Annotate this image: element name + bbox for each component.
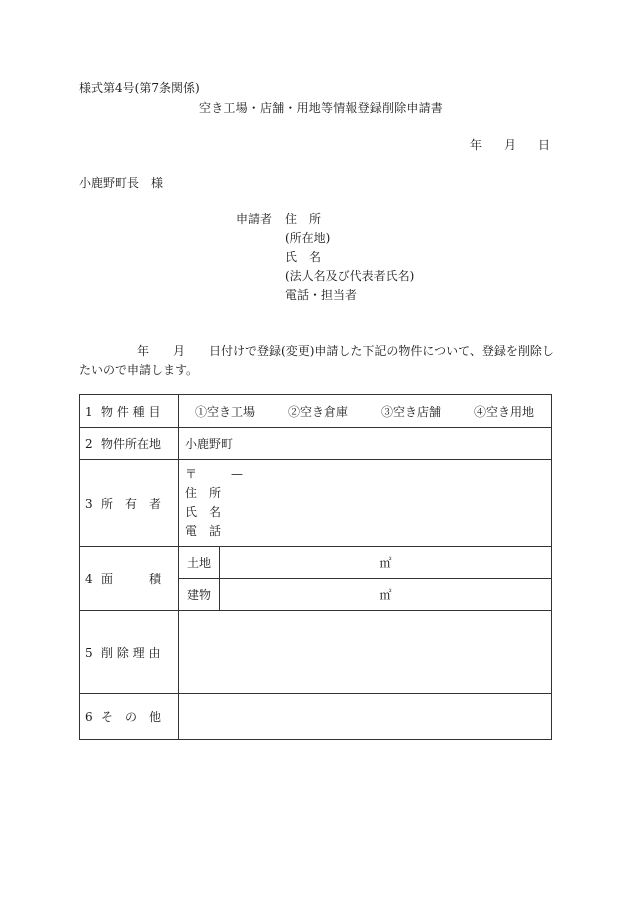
date-year-label: 年 bbox=[470, 138, 483, 152]
row-number: 6 bbox=[85, 710, 93, 724]
applicant-address-label: 住 所 bbox=[285, 212, 322, 226]
postal-dash: — bbox=[231, 467, 244, 481]
row-label-text: 物件所在地 bbox=[101, 437, 162, 451]
owner-value-cell[interactable] bbox=[179, 460, 552, 547]
area-building-label: 建物 bbox=[179, 579, 220, 611]
table-row-type bbox=[80, 395, 552, 428]
form-number: 様式第4号(第7条関係) bbox=[79, 81, 200, 95]
other-value-cell[interactable] bbox=[179, 694, 552, 740]
addressee: 小鹿野町長 様 bbox=[79, 176, 164, 190]
row-label-owner bbox=[80, 460, 179, 547]
area-building-value-cell[interactable] bbox=[220, 579, 552, 611]
area-land-unit: ㎡ bbox=[379, 556, 392, 570]
row-number: 4 bbox=[85, 572, 93, 586]
owner-phone-label: 電 話 bbox=[185, 524, 222, 538]
postal-mark: 〒 bbox=[185, 467, 198, 481]
body-text-line1 bbox=[79, 342, 553, 359]
area-land-label: 土地 bbox=[179, 547, 220, 579]
document-title: 空き工場・店舗・用地等情報登録削除申請書 bbox=[199, 101, 444, 115]
row-label-text: 削 除 理 由 bbox=[101, 645, 161, 660]
row-label-text: 物 件 種 目 bbox=[101, 404, 161, 419]
row-number: 2 bbox=[85, 437, 93, 451]
table-row-area-land bbox=[80, 547, 552, 579]
row-label-text: そ の 他 bbox=[101, 710, 162, 724]
table-row-other bbox=[80, 694, 552, 740]
table-row-owner bbox=[80, 460, 552, 547]
date-month-label: 月 bbox=[504, 138, 517, 152]
date-line bbox=[470, 136, 550, 153]
row-label-other bbox=[80, 694, 179, 740]
option-vacant-warehouse[interactable]: ②空き倉庫 bbox=[287, 404, 348, 419]
row-label-text: 所 有 者 bbox=[101, 496, 162, 511]
table-row-reason bbox=[80, 611, 552, 694]
applicant-corporate-label: (法人名及び代表者氏名) bbox=[285, 269, 415, 283]
reason-value-cell[interactable] bbox=[179, 611, 552, 694]
applicant-phone-label: 電話・担当者 bbox=[285, 288, 358, 302]
row-number: 3 bbox=[85, 496, 93, 511]
owner-postal-line bbox=[179, 465, 551, 484]
location-value-cell[interactable] bbox=[179, 428, 552, 460]
row-number: 1 bbox=[85, 404, 93, 419]
property-type-options bbox=[179, 395, 552, 428]
body-text-line2: たいので申請します。 bbox=[79, 363, 199, 377]
date-day-label: 日 bbox=[538, 138, 551, 152]
row-number: 5 bbox=[85, 645, 93, 660]
applicant-location-label: (所在地) bbox=[285, 231, 331, 245]
body-text-rest: 日付けで登録(変更)申請した下記の物件について、登録を削除し bbox=[209, 344, 554, 358]
applicant-name-label: 氏 名 bbox=[285, 250, 322, 264]
location-value: 小鹿野町 bbox=[185, 437, 234, 451]
owner-address-label: 住 所 bbox=[185, 486, 222, 500]
body-month-label: 月 bbox=[173, 344, 186, 358]
option-vacant-store[interactable]: ③空き店舗 bbox=[380, 404, 441, 419]
row-label-reason bbox=[80, 611, 179, 694]
row-label-type bbox=[80, 395, 179, 428]
row-label-text: 面 積 bbox=[101, 572, 162, 586]
table-row-location bbox=[80, 428, 552, 460]
body-year-label: 年 bbox=[137, 344, 150, 358]
owner-name-label: 氏 名 bbox=[185, 505, 222, 519]
property-info-table bbox=[79, 394, 552, 740]
row-label-area bbox=[80, 547, 179, 611]
row-label-location bbox=[80, 428, 179, 460]
area-land-value-cell[interactable] bbox=[220, 547, 552, 579]
applicant-label: 申請者 bbox=[236, 212, 273, 226]
option-vacant-land[interactable]: ④空き用地 bbox=[473, 404, 534, 419]
area-building-unit: ㎡ bbox=[379, 588, 392, 602]
option-vacant-factory[interactable]: ①空き工場 bbox=[195, 404, 256, 419]
